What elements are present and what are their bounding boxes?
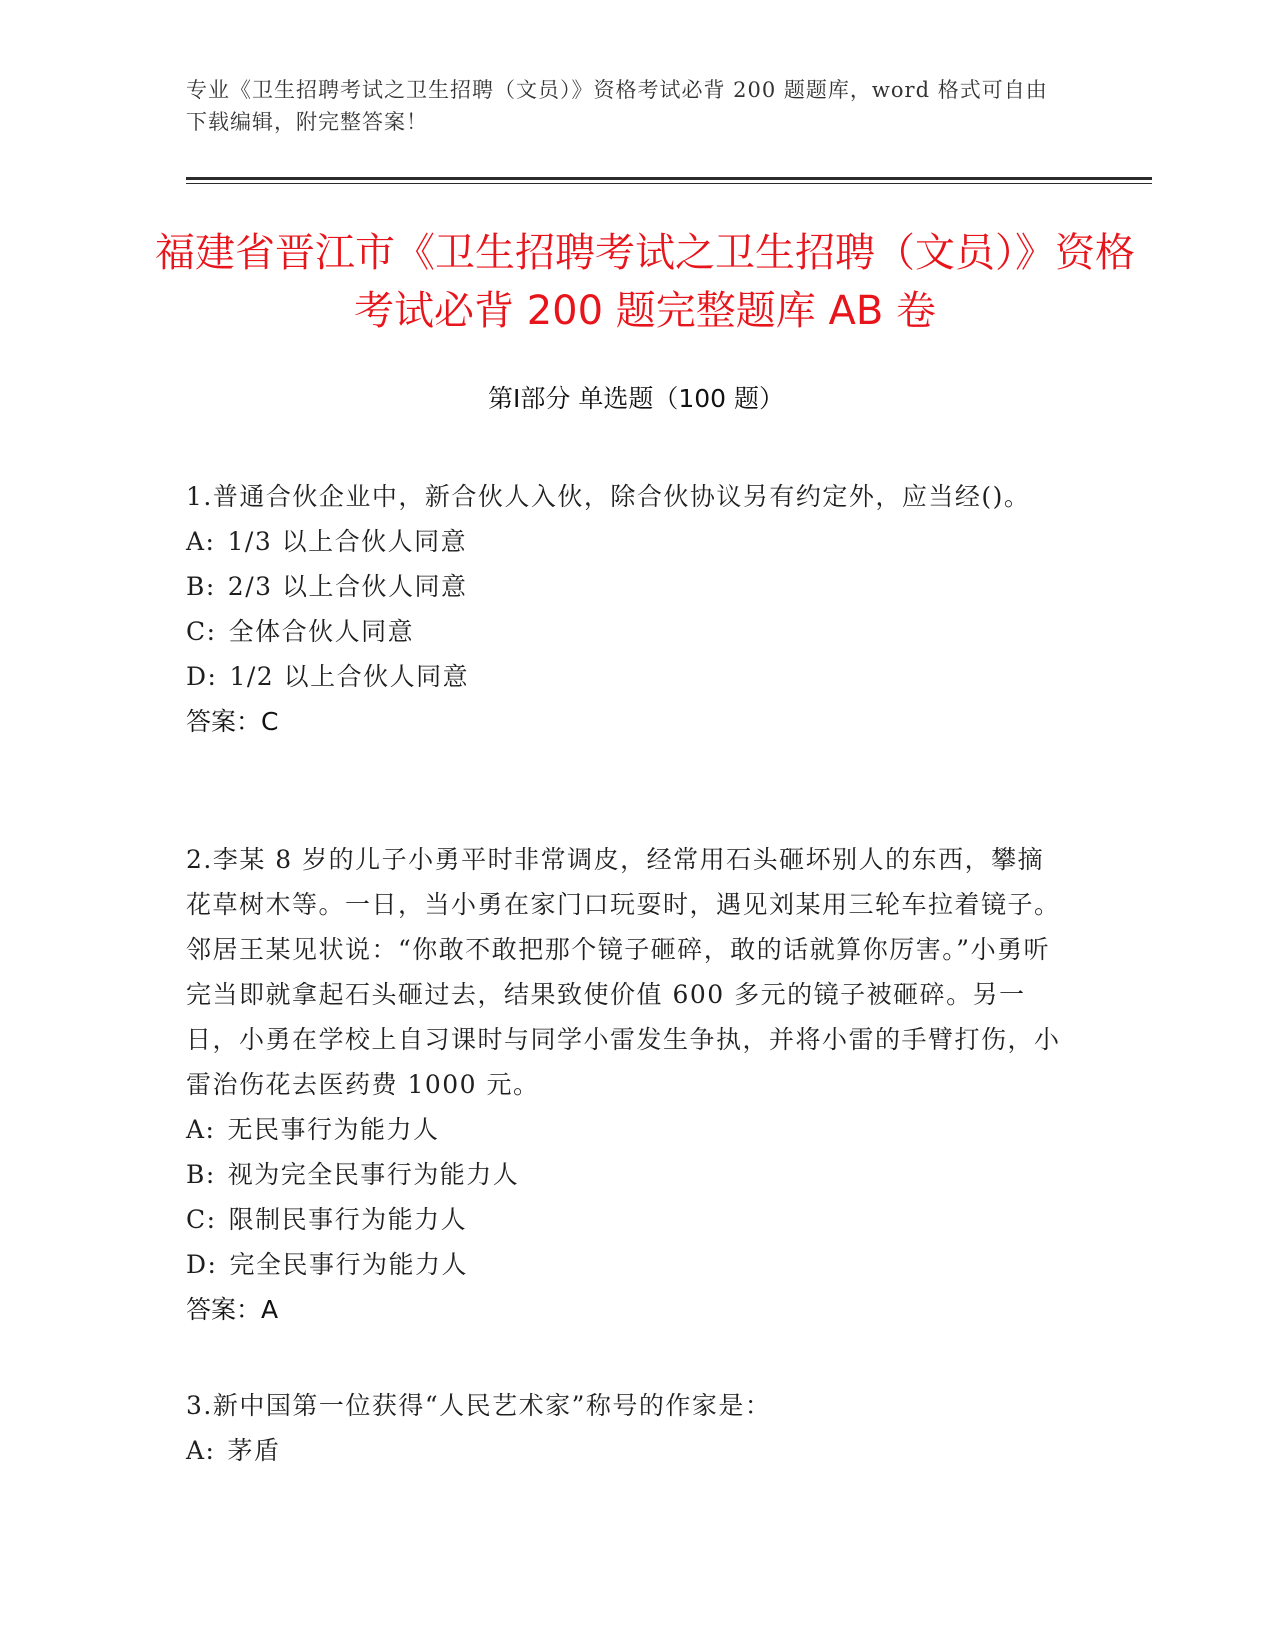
question-1-stem: 1.普通合伙企业中，新合伙人入伙，除合伙协议另有约定外，应当经()。 xyxy=(186,482,1031,511)
question-3-option-a xyxy=(186,1428,1066,1473)
option-text: 无民事行为能力人 xyxy=(227,1115,440,1144)
question-2-option-a xyxy=(186,1107,1066,1152)
option-text: 2/3 以上合伙人同意 xyxy=(227,572,468,601)
question-1-option-d xyxy=(186,654,1066,699)
option-key: A: xyxy=(186,1115,216,1144)
question-1-option-c xyxy=(186,609,1066,654)
option-key: A: xyxy=(186,527,216,556)
question-2-option-b xyxy=(186,1152,1066,1197)
option-key: C: xyxy=(186,1205,217,1234)
option-key: B: xyxy=(186,572,216,601)
option-text: 茅盾 xyxy=(227,1436,281,1465)
header-note: 专业《卫生招聘考试之卫生招聘（文员）》资格考试必背 200 题题库，word 格式可自由下载编辑，附完整答案！ xyxy=(186,78,1048,134)
option-text: 全体合伙人同意 xyxy=(228,617,415,646)
question-2-option-d xyxy=(186,1242,1066,1287)
question-1 xyxy=(186,474,1066,744)
option-key: A: xyxy=(186,1436,216,1465)
option-text: 完全民事行为能力人 xyxy=(229,1250,468,1279)
option-text: 限制民事行为能力人 xyxy=(228,1205,468,1234)
header-divider-thin xyxy=(186,183,1152,184)
option-key: C: xyxy=(186,617,217,646)
question-1-option-a xyxy=(186,519,1066,564)
question-2 xyxy=(186,837,1066,1332)
option-text: 1/3 以上合伙人同意 xyxy=(227,527,468,556)
question-1-answer: 答案：C xyxy=(186,707,279,736)
question-2-answer: 答案：A xyxy=(186,1295,279,1324)
question-3-stem: 3.新中国第一位获得“人民艺术家”称号的作家是： xyxy=(186,1391,772,1420)
document-title: 福建省晋江市《卫生招聘考试之卫生招聘（文员）》资格考试必背 200 题完整题库 AB 卷 xyxy=(155,230,1135,334)
option-key: D: xyxy=(186,662,218,691)
option-key: D: xyxy=(186,1250,218,1279)
option-text: 视为完全民事行为能力人 xyxy=(227,1160,520,1189)
option-key: B: xyxy=(186,1160,216,1189)
section-title: 第Ⅰ部分 单选题（100 题） xyxy=(488,384,784,413)
header-divider-thick xyxy=(186,177,1152,180)
question-2-stem: 2.李某 8 岁的儿子小勇平时非常调皮，经常用石头砸坏别人的东西，攀摘花草树木等。一日，当小勇在家门口玩耍时，遇见刘某用三轮车拉着镜子。邻居王某见状说：“你敢不敢把那个镜子砸碎，敢的话就算你厉害。”小勇听完当即就拿起石头砸过去，结果致使价值 600 多元的镜子被砸碎。另一日，小勇在学校上自习课时与同学小雷发生争执，并将小雷的手臂打伤，小雷治伤花去医药费 1000 元。 xyxy=(186,845,1061,1099)
question-3 xyxy=(186,1383,1066,1473)
question-1-option-b xyxy=(186,564,1066,609)
question-2-option-c xyxy=(186,1197,1066,1242)
option-text: 1/2 以上合伙人同意 xyxy=(229,662,470,691)
